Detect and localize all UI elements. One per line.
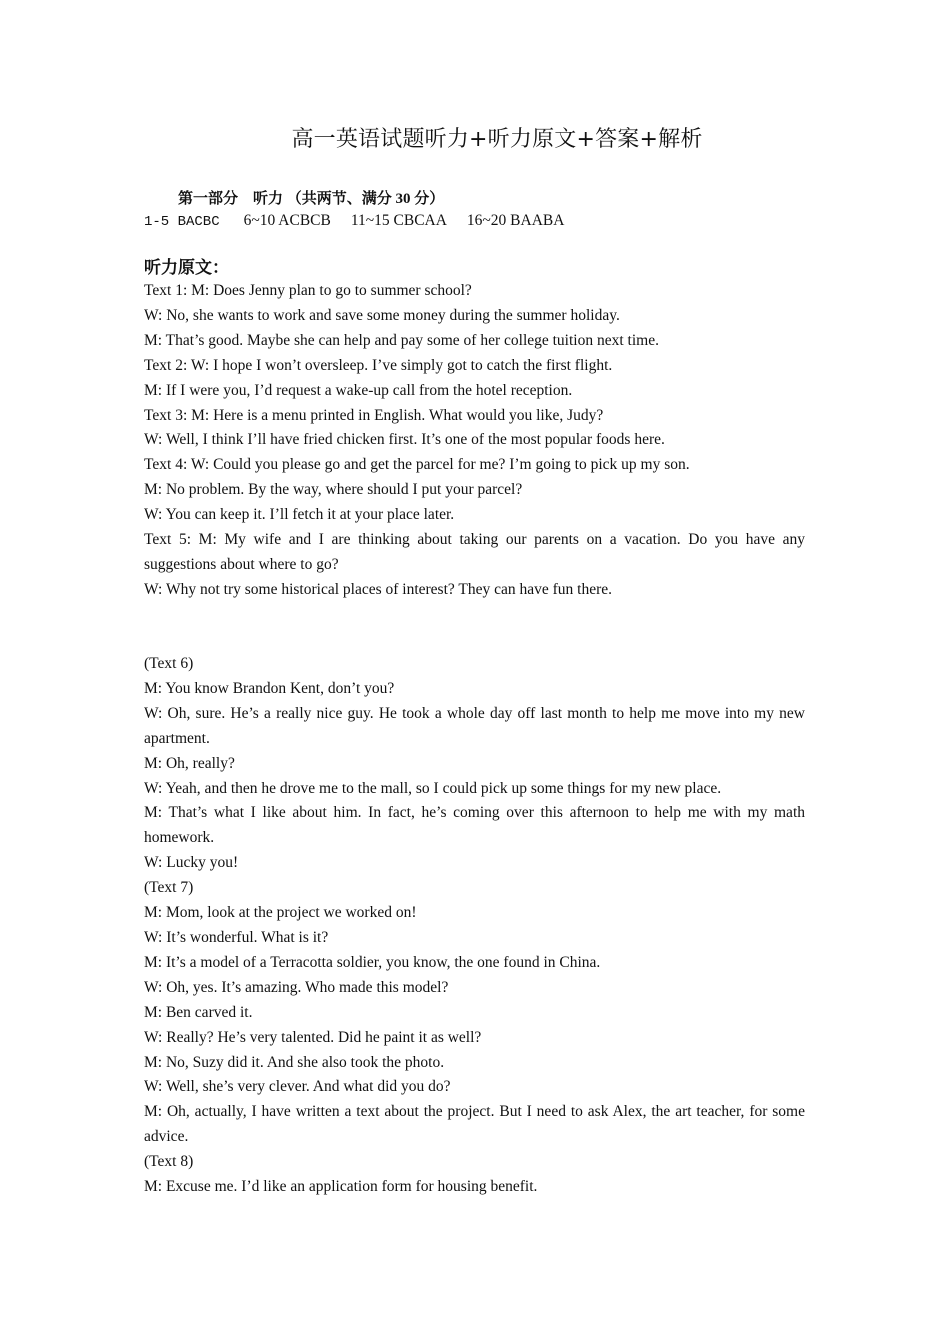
transcript-line: M: No, Suzy did it. And she also took the photo. [144, 1053, 445, 1071]
transcript-line: M: That’s good. Maybe she can help and pay some of her college tuition next time. [144, 331, 659, 349]
transcript-line: Text 4: W: Could you please go and get the parcel for me? I’m going to pick up my son. [144, 456, 690, 474]
transcript-part-1 [144, 279, 805, 603]
transcript-line: M: Oh, really? [144, 754, 235, 772]
transcript-line: W: Well, I think I’ll have fried chicken first. It’s one of the most popular foods here. [144, 431, 665, 449]
transcript-line: W: No, she wants to work and save some money during the summer holiday. [144, 306, 620, 324]
answers-1-5: 1-5 BACBC [144, 214, 220, 230]
section-heading: 第一部分 听力 （共两节、满分 30 分） [178, 191, 445, 207]
transcript-part-2 [144, 652, 805, 1200]
answer-key [144, 210, 564, 233]
transcript-line: W: Oh, sure. He’s a really nice guy. He took a whole day off last month to help me move into my new apartment. [144, 704, 805, 747]
transcript-line: W: Lucky you! [144, 854, 239, 872]
answers-6-10: 6~10 ACBCB [243, 212, 331, 229]
transcript-line: Text 1: M: Does Jenny plan to go to summer school? [144, 282, 472, 299]
transcript-line: Text 2: W: I hope I won’t oversleep. I’ve simply got to catch the first flight. [144, 356, 613, 374]
answers-16-20: 16~20 BAABA [466, 212, 565, 229]
transcript-line: (Text 6) [144, 655, 194, 672]
transcript-line: M: Excuse me. I’d like an application form for housing benefit. [144, 1178, 538, 1196]
transcript-line: W: It’s wonderful. What is it? [144, 928, 329, 946]
transcript-line: M: That’s what I like about him. In fact, he’s coming over this afternoon to help me with my math homework. [144, 804, 805, 847]
transcript-line: M: You know Brandon Kent, don’t you? [144, 679, 395, 697]
transcript-line: W: Oh, yes. It’s amazing. Who made this model? [144, 978, 449, 996]
transcript-line: M: No problem. By the way, where should I put your parcel? [144, 481, 523, 499]
transcript-line: W: Well, she’s very clever. And what did you do? [144, 1078, 451, 1096]
transcript-line: W: Really? He’s very talented. Did he paint it as well? [144, 1028, 482, 1046]
transcript-line: W: Why not try some historical places of interest? They can have fun there. [144, 580, 612, 598]
document-title: 高一英语试题听力+听力原文+答案+解析 [291, 127, 703, 152]
answers-11-15: 11~15 CBCAA [350, 212, 447, 229]
transcript-heading: 听力原文： [144, 258, 229, 277]
transcript-line: M: It’s a model of a Terracotta soldier, you know, the one found in China. [144, 953, 601, 971]
transcript-line: M: If I were you, I’d request a wake-up call from the hotel reception. [144, 381, 573, 399]
transcript-line: M: Oh, actually, I have written a text about the project. But I need to ask Alex, the art teacher, for some advice. [144, 1103, 805, 1146]
transcript-line: Text 3: M: Here is a menu printed in English. What would you like, Judy? [144, 406, 604, 424]
transcript-line: Text 5: M: My wife and I are thinking about taking our parents on a vacation. Do you have any suggestions about where to go? [144, 531, 805, 573]
transcript-line: W: You can keep it. I’ll fetch it at your place later. [144, 506, 455, 524]
transcript-line: (Text 7) [144, 879, 194, 897]
transcript-line: M: Mom, look at the project we worked on! [144, 904, 417, 922]
transcript-line: (Text 8) [144, 1153, 194, 1171]
transcript-line: W: Yeah, and then he drove me to the mall, so I could pick up some things for my new place. [144, 779, 722, 797]
transcript-line: M: Ben carved it. [144, 1003, 253, 1021]
